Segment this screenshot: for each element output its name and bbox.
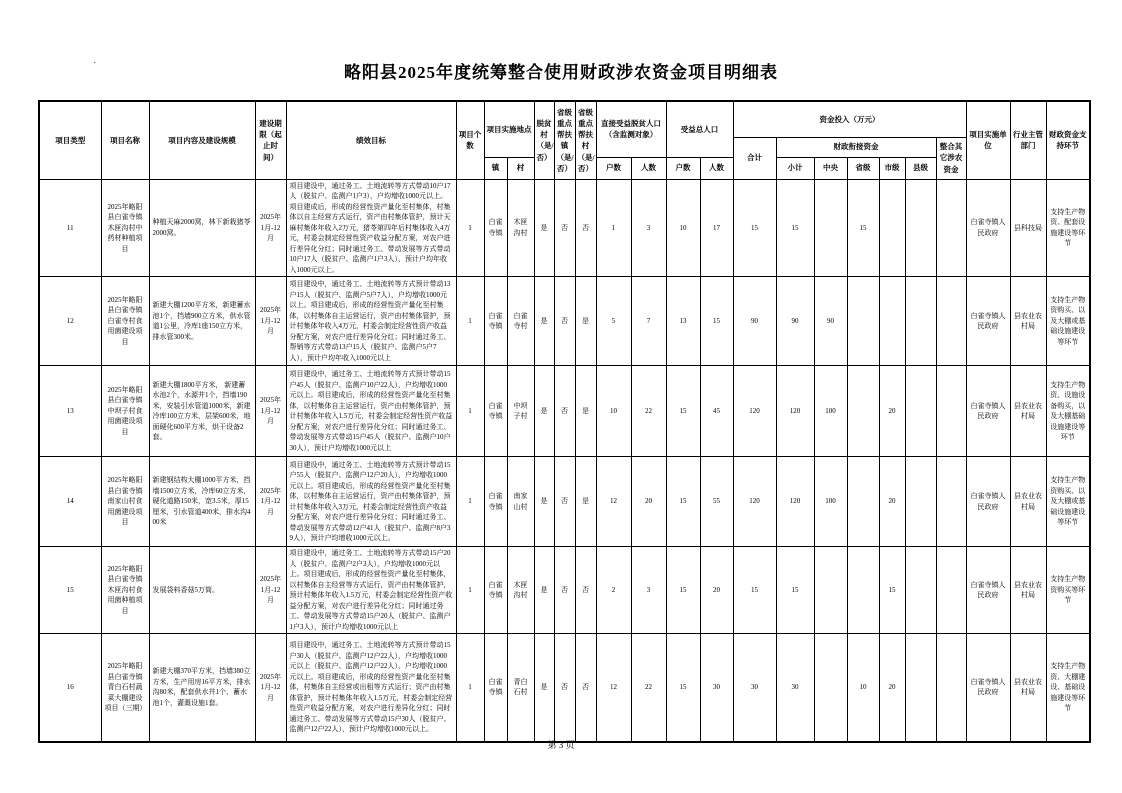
cell-content: 新建钢结构大棚1000平方米，挡墙1500立方米，冷库60立方米，硬化道路150米，宽3.5米，厚15厘米，引水管道400米，排水沟400米 bbox=[149, 457, 255, 547]
cell-fiscal-subtotal: 15 bbox=[776, 179, 814, 277]
cell-poor-village: 是 bbox=[534, 277, 554, 366]
cell-village: 木匣沟村 bbox=[507, 547, 534, 634]
cell-town: 白雀寺镇 bbox=[484, 277, 507, 366]
header-total-people: 人数 bbox=[700, 157, 733, 179]
cell-other-integrated bbox=[936, 277, 966, 366]
header-poor-village: 脱贫村（是/否） bbox=[534, 101, 554, 179]
cell-implement-unit: 白雀寺镇人民政府 bbox=[966, 366, 1010, 457]
cell-city bbox=[879, 179, 905, 277]
cell-total-fund: 120 bbox=[733, 366, 776, 457]
cell-county bbox=[905, 366, 936, 457]
cell-central bbox=[814, 547, 847, 634]
header-performance: 绩效目标 bbox=[286, 101, 456, 179]
cell-town: 白雀寺镇 bbox=[484, 366, 507, 457]
cell-content: 新建大棚1200平方米，新建蓄水池1个，挡墙900立方米，供水管道1公里，冷库1座150立方米，排水管300米。 bbox=[149, 277, 255, 366]
cell-provincial bbox=[847, 277, 879, 366]
cell-authority: 县科技局 bbox=[1010, 179, 1046, 277]
header-subtotal: 小计 bbox=[776, 157, 814, 179]
cell-period: 2025年1月-12月 bbox=[255, 179, 286, 277]
cell-other-integrated bbox=[936, 457, 966, 547]
cell-village: 青白石村 bbox=[507, 634, 534, 742]
cell-direct-people: 22 bbox=[631, 634, 666, 742]
cell-central: 100 bbox=[814, 366, 847, 457]
table-row bbox=[39, 179, 1090, 277]
cell-key-village: 否 bbox=[575, 179, 596, 277]
cell-key-town: 否 bbox=[554, 457, 575, 547]
cell-seq: 14 bbox=[39, 457, 101, 547]
cell-name: 2025年略阳县白雀寺镇木匣沟村中药材种植项目 bbox=[101, 179, 149, 277]
cell-central bbox=[814, 179, 847, 277]
cell-city: 20 bbox=[879, 457, 905, 547]
header-key-town: 省级重点帮扶镇（是/否） bbox=[554, 101, 575, 179]
cell-authority: 县农业农村局 bbox=[1010, 277, 1046, 366]
cell-count: 1 bbox=[456, 547, 484, 634]
cell-central: 90 bbox=[814, 277, 847, 366]
cell-implement-unit: 白雀寺镇人民政府 bbox=[966, 277, 1010, 366]
cell-fiscal-subtotal: 15 bbox=[776, 547, 814, 634]
cell-seq: 13 bbox=[39, 366, 101, 457]
cell-key-village: 否 bbox=[575, 547, 596, 634]
table-row bbox=[39, 457, 1090, 547]
cell-authority: 县农业农村局 bbox=[1010, 547, 1046, 634]
header-project-type: 项目类型 bbox=[39, 101, 101, 179]
header-project-name: 项目名称 bbox=[101, 101, 149, 179]
cell-direct-households: 10 bbox=[596, 366, 631, 457]
cell-implement-unit: 白雀寺镇人民政府 bbox=[966, 634, 1010, 742]
cell-authority: 县农业农村局 bbox=[1010, 366, 1046, 457]
cell-name: 2025年略阳县白雀寺镇中坝子村食用菌建设项目 bbox=[101, 366, 149, 457]
cell-direct-households: 2 bbox=[596, 547, 631, 634]
cell-support-stage: 支持生产物资、配套设施建设等环节 bbox=[1046, 179, 1090, 277]
header-provincial: 省级 bbox=[847, 157, 879, 179]
cell-performance: 项目建设中，通过务工、土地流转等方式预计带动15户45人（脱贫户、监测户10户22人），户均增收1000元以上。项目建成后，形成的经营性资产量化至村集体，以村集体自主运营运行，资产由村集体管护，预计村集体年收入1.5万元，村委会制定经营性资产收益分配方案，对农户进行差异化分红；同时通过务工、带动发展等方式带动15户45人（脱贫户、监测户10户30人），预计户均增收1000元以上 bbox=[286, 366, 456, 457]
cell-direct-people: 22 bbox=[631, 366, 666, 457]
cell-authority: 县农业农村局 bbox=[1010, 457, 1046, 547]
header-direct-benefit: 直接受益脱贫人口（含监测对象） bbox=[596, 101, 666, 157]
cell-total-people: 30 bbox=[700, 634, 733, 742]
cell-direct-people: 7 bbox=[631, 277, 666, 366]
cell-direct-people: 20 bbox=[631, 457, 666, 547]
header-central: 中央 bbox=[814, 157, 847, 179]
cell-total-fund: 30 bbox=[733, 634, 776, 742]
header-key-village: 省级重点帮扶村（是/否） bbox=[575, 101, 596, 179]
cell-town: 白雀寺镇 bbox=[484, 179, 507, 277]
cell-fiscal-subtotal: 120 bbox=[776, 457, 814, 547]
header-total-benefit: 受益总人口 bbox=[666, 101, 733, 157]
cell-village: 木匣沟村 bbox=[507, 179, 534, 277]
header-content-scale: 项目内容及建设规模 bbox=[149, 101, 255, 179]
cell-authority: 县农业农村局 bbox=[1010, 634, 1046, 742]
header-implement-unit: 项目实施单位 bbox=[966, 101, 1010, 179]
cell-poor-village: 是 bbox=[534, 366, 554, 457]
table-row bbox=[39, 547, 1090, 634]
cell-town: 白雀寺镇 bbox=[484, 547, 507, 634]
cell-name: 2025年略阳县白雀寺镇白雀寺村食用菌建设项目 bbox=[101, 277, 149, 366]
cell-total-people: 15 bbox=[700, 277, 733, 366]
table-body bbox=[39, 179, 1090, 742]
header-count: 项目个数 bbox=[456, 101, 484, 179]
cell-village: 中坝子村 bbox=[507, 366, 534, 457]
cell-fiscal-subtotal: 30 bbox=[776, 634, 814, 742]
cell-direct-households: 12 bbox=[596, 634, 631, 742]
cell-county bbox=[905, 277, 936, 366]
cell-key-town: 否 bbox=[554, 547, 575, 634]
cell-content: 新建大棚1800平方米， 新建蓄水池2个，水源井1个，挡墙190米，安装引水管道1000米，新建冷库100立方米，层架600米，地面硬化600平方米，烘干设备2套。 bbox=[149, 366, 255, 457]
cell-total-fund: 15 bbox=[733, 179, 776, 277]
cell-total-people: 55 bbox=[700, 457, 733, 547]
cell-direct-households: 12 bbox=[596, 457, 631, 547]
cell-provincial: 15 bbox=[847, 179, 879, 277]
header-support-stage: 财政资金支持环节 bbox=[1046, 101, 1090, 179]
cell-county bbox=[905, 634, 936, 742]
header-total: 合计 bbox=[733, 137, 776, 179]
cell-seq: 15 bbox=[39, 547, 101, 634]
cell-other-integrated bbox=[936, 634, 966, 742]
cell-count: 1 bbox=[456, 457, 484, 547]
cell-county bbox=[905, 457, 936, 547]
cell-total-households: 15 bbox=[666, 547, 700, 634]
cell-count: 1 bbox=[456, 179, 484, 277]
page-title: 略阳县2025年度统筹整合使用财政涉农资金项目明细表 bbox=[344, 63, 778, 82]
header-direct-people: 人数 bbox=[631, 157, 666, 179]
cell-town: 白雀寺镇 bbox=[484, 634, 507, 742]
cell-seq: 16 bbox=[39, 634, 101, 742]
cell-count: 1 bbox=[456, 634, 484, 742]
cell-performance: 项目建设中，通过务工、土地流转等方式带动10户17人（脱贫户、监测户1户3），户均增收1000元以上。项目建成后，形成的经营性资产量化至村集体，村集体以自主经营方式运行，资产由村集体管护，预计天麻村集体年收入2万元，猪苓第四年后村集体收入4万元，村委会制定经营性资产收益分配方案，对农户进行差异化分红；同时通过务工、带动发展等方式带动10户17人（脱贫户、监测户1户3人），预计户均年收入1000元以上。 bbox=[286, 179, 456, 277]
cell-fiscal-subtotal: 120 bbox=[776, 366, 814, 457]
cell-period: 2025年1月-12月 bbox=[255, 366, 286, 457]
stray-mark: · bbox=[93, 58, 97, 69]
cell-town: 白雀寺镇 bbox=[484, 457, 507, 547]
cell-provincial: 10 bbox=[847, 634, 879, 742]
header-period: 建设期限（起止时间） bbox=[255, 101, 286, 179]
cell-central bbox=[814, 634, 847, 742]
header-city: 市级 bbox=[879, 157, 905, 179]
cell-total-fund: 15 bbox=[733, 547, 776, 634]
cell-other-integrated bbox=[936, 547, 966, 634]
cell-name: 2025年略阳县白雀寺镇青白石村蔬菜大棚建设项目（三期） bbox=[101, 634, 149, 742]
cell-provincial bbox=[847, 457, 879, 547]
cell-county bbox=[905, 547, 936, 634]
cell-key-village: 是 bbox=[575, 366, 596, 457]
cell-performance: 项目建设中，通过务工、土地流转等方式预计带动13户15人（脱贫户、监测户5户7人），户均增收1000元以上。项目建成后，形成的经营性资产量化至村集体，以村集体自主运营运行，资产由村集体管护，预计村集体年收入4万元，村委会制定经营性资产收益分配方案，对农户进行差异化分红；同时通过务工、帮销等方式带动13户15人（脱贫户、监测户5户7人），预计户均年收入1000元以上 bbox=[286, 277, 456, 366]
cell-performance: 项目建设中，通过务工、土地流转等方式预计带动15户30人（脱贫户、监测户12户22人），户均增收1000元以上（脱贫户、监测户12户22人），户均增收1000元以上。项目建成后，形成的经营性资产量化至村集体，村集体自主经营或出租等方式运行；资产由村集体管护，预计村集体年收入1.5万元，村委会制定经营性资产收益分配方案，对农户进行差异化分红；同时通过务工、带动发展等方式带动15户30人（脱贫户、监测户12户22人），预计户均增收1000元以上。 bbox=[286, 634, 456, 742]
cell-support-stage: 支持生产物资购买等环节 bbox=[1046, 547, 1090, 634]
header-authority: 行业主管部门 bbox=[1010, 101, 1046, 179]
cell-city: 15 bbox=[879, 547, 905, 634]
cell-support-stage: 支持生产物资购买、以及大棚或基础设施建设等环节 bbox=[1046, 457, 1090, 547]
cell-period: 2025年1月-12月 bbox=[255, 457, 286, 547]
cell-village: 南家山村 bbox=[507, 457, 534, 547]
table-row bbox=[39, 277, 1090, 366]
cell-city bbox=[879, 277, 905, 366]
cell-fiscal-subtotal: 90 bbox=[776, 277, 814, 366]
cell-implement-unit: 白雀寺镇人民政府 bbox=[966, 179, 1010, 277]
cell-provincial bbox=[847, 547, 879, 634]
cell-total-households: 10 bbox=[666, 179, 700, 277]
cell-total-households: 13 bbox=[666, 277, 700, 366]
cell-period: 2025年1月-12月 bbox=[255, 547, 286, 634]
cell-period: 2025年1月-12月 bbox=[255, 634, 286, 742]
header-fiscal-fund: 财政衔接资金 bbox=[776, 137, 936, 157]
header-county: 县级 bbox=[905, 157, 936, 179]
table-row bbox=[39, 634, 1090, 742]
cell-count: 1 bbox=[456, 366, 484, 457]
cell-key-town: 否 bbox=[554, 277, 575, 366]
cell-county bbox=[905, 179, 936, 277]
cell-implement-unit: 白雀寺镇人民政府 bbox=[966, 457, 1010, 547]
header-total-households: 户数 bbox=[666, 157, 700, 179]
cell-support-stage: 支持生产物资购买、以及大棚或基础设施建设等环节 bbox=[1046, 277, 1090, 366]
cell-support-stage: 支持生产物资、设施设备购买，以及大棚基础设施建设等环节 bbox=[1046, 366, 1090, 457]
cell-key-town: 否 bbox=[554, 366, 575, 457]
cell-support-stage: 支持生产物资、大棚建设、基础设施建设等环节 bbox=[1046, 634, 1090, 742]
cell-seq: 11 bbox=[39, 179, 101, 277]
header-investment: 资金投入（万元） bbox=[733, 101, 966, 137]
cell-poor-village: 是 bbox=[534, 457, 554, 547]
header-location: 项目实施地点 bbox=[484, 101, 534, 157]
cell-content: 发展袋料香菇5万筒。 bbox=[149, 547, 255, 634]
header-town: 镇 bbox=[484, 157, 507, 179]
cell-seq: 12 bbox=[39, 277, 101, 366]
header-direct-households: 户数 bbox=[596, 157, 631, 179]
table-row bbox=[39, 366, 1090, 457]
cell-content: 种植天麻2000窝，林下新栽猪苓2000窝。 bbox=[149, 179, 255, 277]
cell-total-fund: 90 bbox=[733, 277, 776, 366]
cell-key-village: 是 bbox=[575, 277, 596, 366]
cell-total-households: 15 bbox=[666, 634, 700, 742]
cell-central: 100 bbox=[814, 457, 847, 547]
cell-performance: 项目建设中，通过务工、土地流转等方式带动15户20人（脱贫户、监测户2户3人），户均增收1000元以上。项目建成后，形成的经营性资产量化至村集体，以村集体自主经营等方式运行，资产由村集体管护，预计村集体年收入1.5万元，村委会制定经营性资产收益分配方案，对农户进行差异化分红；同时通过务工、带动发展等方式带动15户20人（脱贫户、监测户1户3人），预计户均增收1000元以上 bbox=[286, 547, 456, 634]
cell-key-village: 否 bbox=[575, 634, 596, 742]
cell-key-town: 否 bbox=[554, 179, 575, 277]
cell-poor-village: 是 bbox=[534, 547, 554, 634]
cell-other-integrated bbox=[936, 366, 966, 457]
cell-name: 2025年略阳县白雀寺镇木匣沟村食用菌种植项目 bbox=[101, 547, 149, 634]
cell-village: 白雀寺村 bbox=[507, 277, 534, 366]
cell-key-town: 否 bbox=[554, 634, 575, 742]
cell-city: 20 bbox=[879, 634, 905, 742]
cell-direct-people: 3 bbox=[631, 179, 666, 277]
cell-content: 新建大棚370平方米，挡墙380立方米，生产用房16平方米，排水沟80米，配套供水井1个、蓄水池1个，灌溉设施1套。 bbox=[149, 634, 255, 742]
cell-direct-households: 5 bbox=[596, 277, 631, 366]
cell-period: 2025年1月-12月 bbox=[255, 277, 286, 366]
cell-key-village: 是 bbox=[575, 457, 596, 547]
cell-direct-households: 1 bbox=[596, 179, 631, 277]
cell-provincial bbox=[847, 366, 879, 457]
cell-city: 20 bbox=[879, 366, 905, 457]
header-other-integrated: 整合其它涉农资金 bbox=[936, 137, 966, 179]
cell-poor-village: 是 bbox=[534, 634, 554, 742]
cell-total-people: 20 bbox=[700, 547, 733, 634]
cell-total-people: 45 bbox=[700, 366, 733, 457]
cell-direct-people: 3 bbox=[631, 547, 666, 634]
cell-total-households: 15 bbox=[666, 457, 700, 547]
table-header bbox=[39, 101, 1090, 179]
header-village: 村 bbox=[507, 157, 534, 179]
cell-performance: 项目建设中，通过务工、土地流转等方式预计带动15户55人（脱贫户、监测户12户20人），户均增收1000元以上。项目建成后，形成的经营性资产量化至村集体，以村集体自主运营运行，资产由村集体管护，预计村集体年收入3万元，村委会制定经营性资产收益分配方案，对农户进行差异化分红；同时通过务工、带动发展等方式带动12户41人（脱贫户、监测户8户39人），预计户均增收1000元以上。 bbox=[286, 457, 456, 547]
cell-total-households: 15 bbox=[666, 366, 700, 457]
cell-name: 2025年略阳县白雀寺镇南家山村食用菌建设项目 bbox=[101, 457, 149, 547]
cell-other-integrated bbox=[936, 179, 966, 277]
cell-total-fund: 120 bbox=[733, 457, 776, 547]
projects-table bbox=[38, 100, 1091, 743]
cell-poor-village: 是 bbox=[534, 179, 554, 277]
page-number: 第 3 页 bbox=[547, 740, 575, 750]
cell-total-people: 17 bbox=[700, 179, 733, 277]
cell-implement-unit: 白雀寺镇人民政府 bbox=[966, 547, 1010, 634]
cell-count: 1 bbox=[456, 277, 484, 366]
